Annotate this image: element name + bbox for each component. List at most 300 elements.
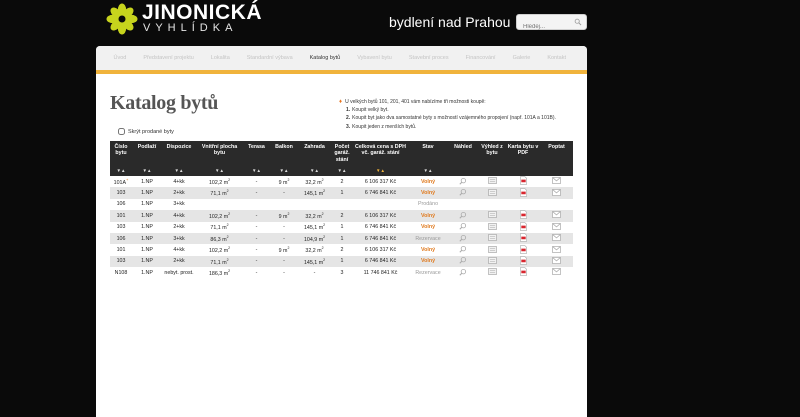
view-icon[interactable] — [488, 177, 497, 186]
purchase-option — [346, 123, 579, 131]
inquiry-mail-icon[interactable] — [552, 246, 561, 255]
purchase-option-text: Koupit byt jako dva samostatné byty s možností vzájemného propojení (např. 101A a 101B). — [352, 115, 556, 122]
hide-sold-toggle[interactable] — [118, 128, 174, 135]
cell-preview-icon — [448, 222, 478, 233]
cell-view-icon — [478, 199, 506, 210]
cell-terrace: - — [243, 176, 270, 187]
site-tagline: bydlení nad Prahou — [389, 14, 511, 30]
sort-arrows-icon[interactable]: ▼▲ — [270, 167, 298, 176]
view-icon[interactable] — [488, 223, 497, 232]
view-icon[interactable] — [488, 234, 497, 243]
cell-total-price: 6 746 841 Kč — [353, 222, 408, 233]
cell-garden — [298, 244, 331, 255]
area-unit-exponent: 2 — [226, 223, 229, 228]
cell-floor: 1.NP — [132, 176, 162, 187]
hide-sold-label: Skrýt prodané byty — [128, 128, 174, 135]
nav-item-8[interactable]: Galerie — [512, 55, 531, 61]
cell-view-icon — [478, 267, 506, 278]
cell-floor: 1.NP — [132, 233, 162, 244]
sort-arrows-icon[interactable]: ▼▲ — [132, 167, 162, 176]
cell-inquiry-mail-icon — [540, 256, 573, 267]
column-header: Počet garáž. stání — [331, 141, 353, 167]
cell-preview-icon — [448, 176, 478, 187]
inquiry-mail-icon[interactable] — [552, 223, 561, 232]
cell-inquiry-mail-icon — [540, 233, 573, 244]
area-unit-exponent: 2 — [287, 246, 290, 251]
cell-status: Prodáno — [408, 199, 448, 210]
cell-terrace: - — [243, 256, 270, 267]
cell-view-icon — [478, 210, 506, 221]
main-nav — [96, 46, 587, 70]
area-unit-exponent: 2 — [323, 234, 326, 239]
view-icon[interactable] — [488, 189, 497, 198]
view-icon[interactable] — [488, 246, 497, 255]
cell-preview-icon — [448, 244, 478, 255]
site-logo[interactable] — [106, 1, 263, 38]
cell-preview-icon — [448, 199, 478, 210]
area-unit-exponent: 2 — [287, 177, 290, 182]
table-row[interactable] — [110, 267, 573, 278]
cell-interior-area — [196, 187, 243, 198]
apartment-number: 103 — [116, 224, 126, 231]
cell-status: Volný — [408, 256, 448, 267]
cell-status: Volný — [408, 176, 448, 187]
column-header: Dispozice — [162, 141, 196, 167]
table-sort-row — [110, 167, 573, 176]
search-box — [516, 14, 587, 30]
cell-preview-icon — [448, 210, 478, 221]
cell-garden-value: 145,1 — [303, 225, 318, 232]
cell-terrace: - — [243, 222, 270, 233]
cell-garden-value: 32,2 — [305, 213, 316, 220]
nav-item-4[interactable]: Katalog bytů — [309, 55, 341, 61]
purchase-option-text: Koupit velký byt. — [352, 107, 389, 114]
cell-garden — [298, 210, 331, 221]
cell-preview-icon — [448, 267, 478, 278]
area-unit: m — [222, 225, 227, 232]
area-unit-exponent: 2 — [228, 246, 231, 251]
cell-garden — [298, 267, 331, 278]
main-panel — [96, 46, 587, 417]
cell-layout: 4+kk — [162, 210, 196, 221]
nav-item-2[interactable]: Lokalita — [210, 55, 230, 61]
sort-arrows-icon[interactable]: ▼▲ — [243, 167, 270, 176]
preview-icon[interactable] — [459, 211, 467, 221]
area-unit: m — [283, 247, 288, 254]
cell-balcony-value: 9 — [278, 179, 282, 186]
cell-balcony-value: 9 — [278, 213, 282, 220]
pdf-icon[interactable] — [520, 210, 527, 221]
inquiry-mail-icon[interactable] — [552, 257, 561, 266]
area-unit-exponent: 2 — [323, 189, 326, 194]
cell-garden — [298, 222, 331, 233]
cell-balcony — [270, 187, 298, 198]
nav-item-1[interactable]: Představení projektu — [143, 55, 194, 61]
nav-item-7[interactable]: Financování — [465, 55, 496, 61]
hide-sold-checkbox[interactable] — [118, 128, 125, 135]
cell-interior-area — [196, 199, 243, 210]
area-unit: m — [222, 236, 227, 243]
purchase-option-number: 2. — [346, 115, 351, 122]
cell-inquiry-mail-icon — [540, 187, 573, 198]
cell-garage-spots: 3 — [331, 267, 353, 278]
cell-pdf-icon — [506, 176, 540, 187]
cell-status: Volný — [408, 210, 448, 221]
area-unit-exponent: 2 — [226, 189, 229, 194]
column-header: Výhled z bytu — [478, 141, 506, 167]
sort-arrows-icon[interactable]: ▼▲ — [408, 167, 448, 176]
inquiry-mail-icon[interactable] — [552, 189, 561, 198]
cell-terrace: - — [243, 267, 270, 278]
cell-apartment-number — [110, 222, 132, 233]
cell-floor: 1.NP — [132, 267, 162, 278]
table-row[interactable] — [110, 187, 573, 198]
cell-layout: nebyt. prost. — [162, 267, 196, 278]
cell-pdf-icon — [506, 244, 540, 255]
purchase-option — [346, 106, 579, 114]
cell-garden-value: 104,9 — [303, 236, 318, 243]
cell-balcony — [270, 267, 298, 278]
search-input[interactable] — [517, 20, 569, 34]
inquiry-mail-icon[interactable] — [552, 177, 561, 186]
preview-icon[interactable] — [459, 245, 467, 255]
apartment-number: 106 — [116, 235, 126, 242]
apartment-number: N108 — [114, 269, 128, 276]
cell-terrace: - — [243, 233, 270, 244]
cell-garage-spots: 1 — [331, 256, 353, 267]
cell-garage-spots: 1 — [331, 187, 353, 198]
preview-icon[interactable] — [459, 256, 467, 266]
column-header: Poptat — [540, 141, 573, 167]
cell-terrace: - — [243, 187, 270, 198]
cell-balcony — [270, 222, 298, 233]
cell-pdf-icon — [506, 187, 540, 198]
table-row[interactable] — [110, 210, 573, 221]
cell-layout: 4+kk — [162, 176, 196, 187]
cell-total-price: 6 106 317 Kč — [353, 210, 408, 221]
cell-floor: 1.NP — [132, 199, 162, 210]
cell-pdf-icon — [506, 199, 540, 210]
cell-balcony-value: 9 — [278, 247, 282, 254]
cell-view-icon — [478, 233, 506, 244]
cell-layout: 2+kk — [162, 187, 196, 198]
cell-garage-spots: 2 — [331, 244, 353, 255]
cell-pdf-icon — [506, 256, 540, 267]
cell-preview-icon — [448, 187, 478, 198]
cell-preview-icon — [448, 256, 478, 267]
cell-balcony — [270, 199, 298, 210]
cell-garden-value: - — [313, 269, 316, 276]
purchase-option-number: 1. — [346, 107, 351, 114]
cell-pdf-icon — [506, 267, 540, 278]
pdf-icon[interactable] — [520, 267, 527, 278]
cell-interior-area-value: 186,3 — [208, 270, 223, 277]
area-unit: m — [317, 213, 322, 220]
column-header: Karta bytu v PDF — [506, 141, 540, 167]
flower-logo-icon — [106, 3, 138, 35]
cell-total-price: 6 746 841 Kč — [353, 233, 408, 244]
cell-garden — [298, 199, 331, 210]
cell-layout: 2+kk — [162, 222, 196, 233]
cell-balcony-value: - — [283, 190, 285, 197]
preview-icon[interactable] — [459, 222, 467, 232]
area-unit: m — [317, 179, 322, 186]
cell-inquiry-mail-icon — [540, 222, 573, 233]
search-icon[interactable] — [574, 18, 582, 26]
area-unit-exponent: 2 — [228, 268, 231, 273]
sort-arrows-icon[interactable]: ▼▲ — [196, 167, 243, 176]
cell-garden-value: 32,2 — [305, 247, 316, 254]
cell-garage-spots — [331, 199, 353, 210]
cell-terrace — [243, 199, 270, 210]
cell-view-icon — [478, 187, 506, 198]
cell-garden — [298, 187, 331, 198]
cell-status: Rezervace — [408, 267, 448, 278]
area-unit-exponent: 2 — [321, 177, 324, 182]
cell-interior-area-value: 71,1 — [210, 259, 221, 266]
table-row[interactable] — [110, 256, 573, 267]
cell-inquiry-mail-icon — [540, 210, 573, 221]
area-unit-exponent: 2 — [323, 223, 326, 228]
table-row[interactable] — [110, 244, 573, 255]
sort-cell-empty — [448, 167, 478, 176]
preview-icon[interactable] — [459, 268, 467, 278]
inquiry-mail-icon[interactable] — [552, 211, 561, 220]
cell-view-icon — [478, 256, 506, 267]
cell-balcony — [270, 256, 298, 267]
apartment-catalog-table — [110, 141, 573, 279]
pdf-icon[interactable] — [520, 176, 527, 187]
cell-floor: 1.NP — [132, 256, 162, 267]
cell-interior-area — [196, 244, 243, 255]
area-unit: m — [283, 179, 288, 186]
column-header: Balkon — [270, 141, 298, 167]
area-unit: m — [318, 190, 324, 197]
cell-layout: 2+kk — [162, 256, 196, 267]
cell-interior-area-value: 86,3 — [210, 236, 221, 243]
cell-apartment-number — [110, 267, 132, 278]
area-unit: m — [283, 213, 288, 220]
area-unit-exponent: 2 — [228, 177, 231, 182]
cell-balcony — [270, 210, 298, 221]
cell-total-price — [353, 199, 408, 210]
cell-balcony — [270, 176, 298, 187]
pdf-icon[interactable] — [520, 222, 527, 233]
cell-layout: 4+kk — [162, 244, 196, 255]
cell-interior-area-value: 102,2 — [208, 247, 223, 254]
cell-preview-icon — [448, 233, 478, 244]
area-unit: m — [317, 247, 322, 254]
sort-arrows-icon[interactable]: ▼▲ — [353, 167, 408, 176]
pdf-icon[interactable] — [520, 188, 527, 199]
table-row[interactable] — [110, 176, 573, 187]
cell-interior-area — [196, 256, 243, 267]
cell-garden-value: 145,1 — [303, 190, 318, 197]
purchase-option — [346, 114, 579, 122]
cell-apartment-number — [110, 210, 132, 221]
area-unit: m — [222, 259, 227, 266]
cell-view-icon — [478, 176, 506, 187]
cell-status: Volný — [408, 244, 448, 255]
table-row[interactable] — [110, 199, 573, 210]
preview-icon[interactable] — [459, 234, 467, 244]
area-unit: m — [223, 213, 229, 220]
table-header-row — [110, 141, 573, 167]
nav-item-3[interactable]: Standardní výbava — [246, 55, 293, 61]
cell-total-price: 6 106 317 Kč — [353, 176, 408, 187]
table-row[interactable] — [110, 233, 573, 244]
inquiry-mail-icon[interactable] — [552, 268, 561, 277]
sort-cell-empty — [506, 167, 540, 176]
table-row[interactable] — [110, 222, 573, 233]
cell-interior-area-value: 102,2 — [208, 179, 223, 186]
area-unit: m — [318, 225, 324, 232]
cell-garage-spots: 1 — [331, 233, 353, 244]
inquiry-mail-icon[interactable] — [552, 234, 561, 243]
cell-interior-area — [196, 267, 243, 278]
cell-pdf-icon — [506, 222, 540, 233]
cell-floor: 1.NP — [132, 222, 162, 233]
purchase-info — [339, 98, 579, 131]
cell-apartment-number — [110, 199, 132, 210]
cell-interior-area — [196, 233, 243, 244]
cell-inquiry-mail-icon — [540, 267, 573, 278]
view-icon[interactable] — [488, 211, 497, 220]
area-unit-exponent: 2 — [287, 211, 290, 216]
pdf-icon[interactable] — [520, 233, 527, 244]
view-icon[interactable] — [488, 268, 497, 277]
table-body — [110, 176, 573, 279]
column-header: Vnitřní plocha bytu — [196, 141, 243, 167]
cell-total-price: 6 746 841 Kč — [353, 187, 408, 198]
cell-floor: 1.NP — [132, 210, 162, 221]
area-unit-exponent: 2 — [323, 257, 326, 262]
cell-balcony — [270, 233, 298, 244]
purchase-info-intro: U velkých bytů 101, 201, 401 vám nabízíme tři možnosti koupě: — [345, 99, 486, 105]
apartment-number: 101 — [116, 212, 126, 219]
cell-garden — [298, 256, 331, 267]
column-header: Stav — [408, 141, 448, 167]
apartment-marker: + — [126, 177, 129, 183]
column-header: Terasa — [243, 141, 270, 167]
column-header: Náhled — [448, 141, 478, 167]
area-unit: m — [318, 236, 324, 243]
sort-arrows-icon[interactable]: ▼▲ — [110, 167, 132, 176]
cell-apartment-number — [110, 176, 132, 187]
cell-terrace: - — [243, 244, 270, 255]
cell-apartment-number — [110, 233, 132, 244]
area-unit: m — [223, 247, 229, 254]
cell-pdf-icon — [506, 210, 540, 221]
area-unit: m — [222, 190, 227, 197]
cell-apartment-number — [110, 187, 132, 198]
cell-garage-spots: 1 — [331, 222, 353, 233]
cell-garden — [298, 176, 331, 187]
area-unit-exponent: 2 — [226, 257, 229, 262]
cell-balcony — [270, 244, 298, 255]
cell-apartment-number — [110, 244, 132, 255]
cell-garage-spots: 2 — [331, 176, 353, 187]
area-unit: m — [223, 179, 229, 186]
page-title: Katalog bytů — [110, 92, 219, 114]
view-icon[interactable] — [488, 257, 497, 266]
area-unit-exponent: 2 — [321, 246, 324, 251]
cell-inquiry-mail-icon — [540, 199, 573, 210]
cell-garden — [298, 233, 331, 244]
column-header: Zahrada — [298, 141, 331, 167]
apartment-number: 106 — [116, 201, 126, 208]
sort-arrows-icon[interactable]: ▼▲ — [162, 167, 196, 176]
preview-icon[interactable] — [459, 188, 467, 198]
sort-arrows-icon[interactable]: ▼▲ — [298, 167, 331, 176]
cell-interior-area-value: 102,2 — [208, 213, 223, 220]
cell-floor: 1.NP — [132, 244, 162, 255]
purchase-option-text: Koupit jeden z menších bytů. — [352, 123, 417, 130]
area-unit: m — [318, 259, 324, 266]
cell-pdf-icon — [506, 233, 540, 244]
cell-terrace: - — [243, 210, 270, 221]
cell-status: Rezervace — [408, 233, 448, 244]
cell-view-icon — [478, 222, 506, 233]
cell-total-price: 6 746 841 Kč — [353, 256, 408, 267]
nav-item-0[interactable]: Úvod — [113, 55, 127, 61]
sort-arrows-icon[interactable]: ▼▲ — [331, 167, 353, 176]
cell-total-price: 11 746 841 Kč — [353, 267, 408, 278]
nav-accent-bar — [96, 70, 587, 74]
nav-item-5[interactable]: Vybavení bytu — [357, 55, 392, 61]
column-header: Podlaží — [132, 141, 162, 167]
purchase-options-list — [339, 106, 579, 131]
cell-interior-area — [196, 176, 243, 187]
apartment-number: 101A — [113, 180, 127, 187]
purchase-option-number: 3. — [346, 123, 351, 130]
brand-subtitle: VYHLÍDKA — [143, 22, 238, 34]
apartment-number: 103 — [116, 190, 126, 197]
sort-cell-empty — [540, 167, 573, 176]
sort-cell-empty — [478, 167, 506, 176]
cell-balcony-value: - — [283, 224, 285, 231]
cell-status: Volný — [408, 222, 448, 233]
cell-inquiry-mail-icon — [540, 244, 573, 255]
nav-item-9[interactable]: Kontakt — [547, 55, 566, 61]
cell-layout: 3+kk — [162, 199, 196, 210]
cell-balcony-value: - — [283, 235, 285, 242]
area-unit-exponent: 2 — [321, 211, 324, 216]
column-header: Celková cena s DPH vč. garáž. stání — [353, 141, 408, 167]
cell-garden-value: 145,1 — [303, 259, 318, 266]
cell-apartment-number — [110, 256, 132, 267]
column-header: Číslo bytu — [110, 141, 132, 167]
cell-garden-value: 32,2 — [305, 179, 316, 186]
cell-status: Volný — [408, 187, 448, 198]
cell-layout: 3+kk — [162, 233, 196, 244]
cell-garage-spots: 2 — [331, 210, 353, 221]
area-unit-exponent: 2 — [228, 211, 231, 216]
cell-interior-area-value: 71,1 — [210, 225, 221, 232]
cell-inquiry-mail-icon — [540, 176, 573, 187]
cell-balcony-value: - — [283, 258, 285, 265]
cell-interior-area-value: 71,1 — [210, 190, 221, 197]
area-unit: m — [223, 270, 229, 277]
apartment-number: 103 — [116, 258, 126, 265]
pdf-icon[interactable] — [520, 256, 527, 267]
nav-item-6[interactable]: Stavební proces — [408, 55, 449, 61]
preview-icon[interactable] — [459, 177, 467, 187]
cell-view-icon — [478, 244, 506, 255]
cell-floor: 1.NP — [132, 187, 162, 198]
pdf-icon[interactable] — [520, 245, 527, 256]
apartment-number: 101 — [116, 247, 126, 254]
